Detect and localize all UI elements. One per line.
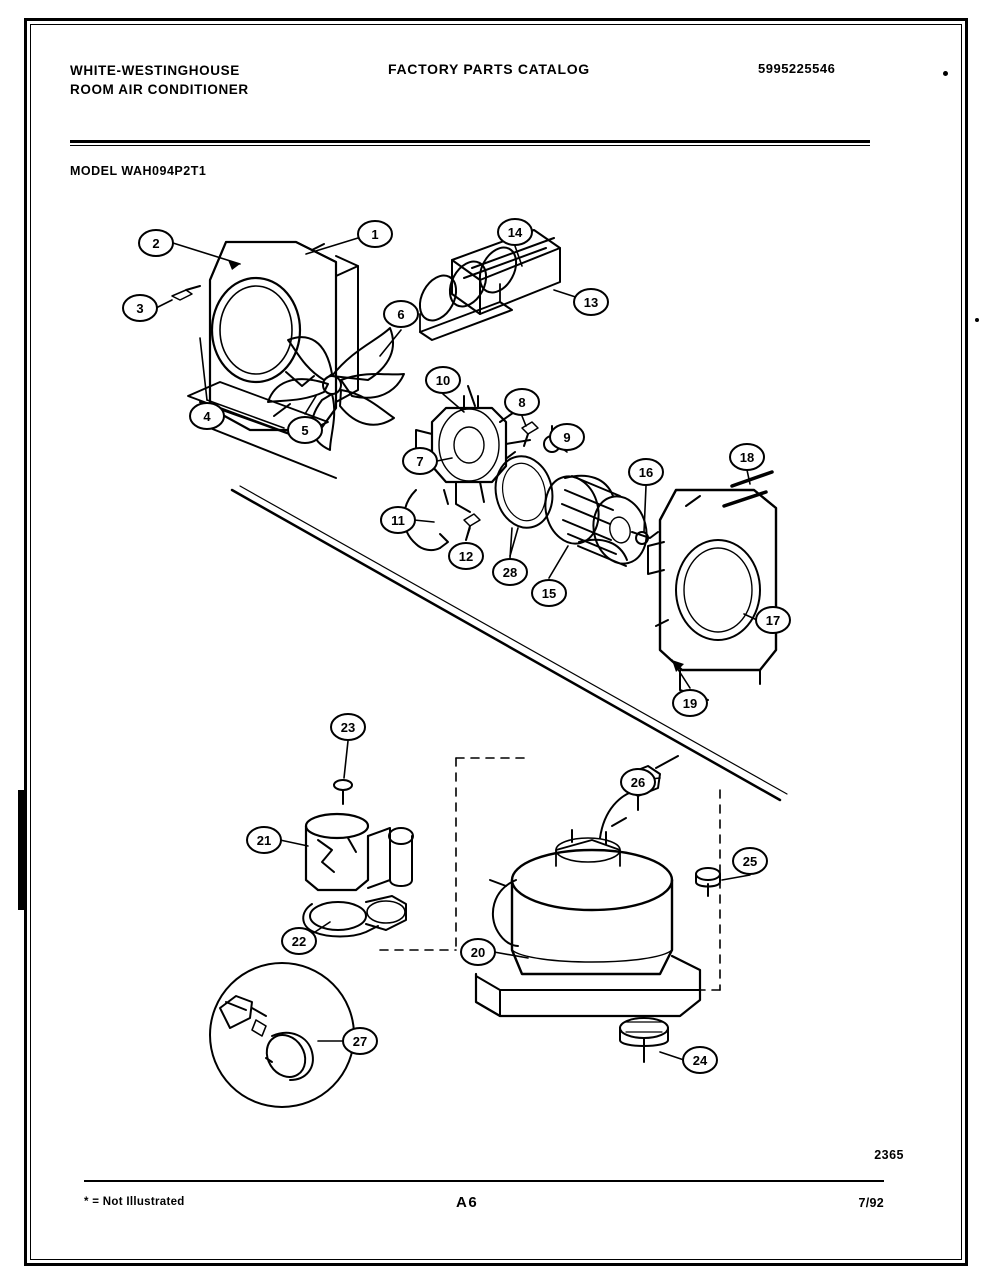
parts-diagram bbox=[60, 190, 940, 1110]
callout-4 bbox=[190, 403, 224, 429]
callout-label: 18 bbox=[739, 450, 755, 465]
callout-label: 9 bbox=[563, 430, 571, 445]
callout-label: 22 bbox=[291, 934, 307, 949]
callout-21 bbox=[247, 827, 281, 853]
revision-date: 7/92 bbox=[858, 1196, 884, 1210]
catalog-number: 5995225546 bbox=[758, 61, 836, 76]
page-number: A6 bbox=[456, 1194, 479, 1211]
part-compressor bbox=[476, 790, 700, 1062]
callout-label: 8 bbox=[518, 395, 526, 410]
scan-speck-right bbox=[943, 71, 948, 76]
callout-label: 15 bbox=[541, 586, 557, 601]
callout-6 bbox=[384, 301, 418, 327]
model-label: MODEL WAH094P2T1 bbox=[70, 164, 207, 178]
callout-17 bbox=[756, 607, 790, 633]
callout-20 bbox=[461, 939, 495, 965]
callout-7 bbox=[403, 448, 437, 474]
callout-15 bbox=[532, 580, 566, 606]
callout-9 bbox=[550, 424, 584, 450]
page-footer bbox=[84, 1196, 884, 1220]
callout-14 bbox=[498, 219, 532, 245]
callout-label: 10 bbox=[435, 373, 451, 388]
callout-25 bbox=[733, 848, 767, 874]
callout-label: 21 bbox=[256, 833, 272, 848]
callout-1 bbox=[358, 221, 392, 247]
callout-3 bbox=[123, 295, 157, 321]
callout-19 bbox=[673, 690, 707, 716]
brand-name bbox=[70, 61, 249, 99]
part-screw-23 bbox=[334, 780, 352, 804]
callout-label: 6 bbox=[397, 307, 405, 322]
scan-artifact-left bbox=[18, 790, 24, 910]
callout-26 bbox=[621, 769, 655, 795]
callout-2 bbox=[139, 230, 173, 256]
callout-label: 3 bbox=[136, 301, 144, 316]
part-detail-circle bbox=[210, 963, 354, 1107]
footnote-not-illustrated: * = Not Illustrated bbox=[84, 1196, 185, 1208]
callout-label: 5 bbox=[301, 423, 309, 438]
part-capacitor bbox=[303, 814, 413, 937]
callout-13 bbox=[574, 289, 608, 315]
part-grommet-25 bbox=[696, 868, 720, 896]
callout-label: 25 bbox=[742, 854, 758, 869]
page-header bbox=[70, 55, 870, 105]
callout-label: 16 bbox=[638, 465, 654, 480]
figure-code: 2365 bbox=[874, 1148, 904, 1162]
catalog-title: FACTORY PARTS CATALOG bbox=[388, 61, 590, 77]
callout-label: 1 bbox=[371, 227, 379, 242]
callout-label: 27 bbox=[352, 1034, 368, 1049]
callout-28 bbox=[493, 559, 527, 585]
part-condenser-coil bbox=[413, 230, 560, 340]
callout-label: 19 bbox=[682, 696, 698, 711]
scan-speck-right-2 bbox=[975, 318, 979, 322]
callout-18 bbox=[730, 444, 764, 470]
callout-label: 23 bbox=[340, 720, 356, 735]
callout-label: 12 bbox=[458, 549, 474, 564]
footer-divider bbox=[84, 1180, 884, 1182]
callout-16 bbox=[629, 459, 663, 485]
callout-5 bbox=[288, 417, 322, 443]
callout-label: 17 bbox=[765, 613, 781, 628]
callout-label: 24 bbox=[692, 1053, 708, 1068]
callout-label: 26 bbox=[630, 775, 646, 790]
callout-10 bbox=[426, 367, 460, 393]
callout-label: 20 bbox=[470, 945, 486, 960]
brand-line-2: ROOM AIR CONDITIONER bbox=[70, 82, 249, 97]
leader-lines bbox=[156, 238, 757, 1060]
brand-line-1: WHITE-WESTINGHOUSE bbox=[70, 63, 240, 78]
callout-12 bbox=[449, 543, 483, 569]
callout-label: 11 bbox=[391, 513, 405, 528]
part-screw-12 bbox=[464, 514, 480, 540]
callout-label: 4 bbox=[203, 409, 211, 424]
callout-label: 28 bbox=[502, 565, 518, 580]
part-blower-wheel bbox=[539, 471, 658, 570]
callout-22 bbox=[282, 928, 316, 954]
callout-11 bbox=[381, 507, 415, 533]
callout-24 bbox=[683, 1047, 717, 1073]
callout-label: 7 bbox=[416, 454, 424, 469]
header-divider bbox=[70, 140, 870, 146]
part-blower-housing bbox=[648, 490, 776, 700]
callout-label: 2 bbox=[152, 236, 160, 251]
callout-label: 13 bbox=[583, 295, 599, 310]
callout-23 bbox=[331, 714, 365, 740]
callout-label: 14 bbox=[507, 225, 523, 240]
callout-27 bbox=[343, 1028, 377, 1054]
callout-8 bbox=[505, 389, 539, 415]
